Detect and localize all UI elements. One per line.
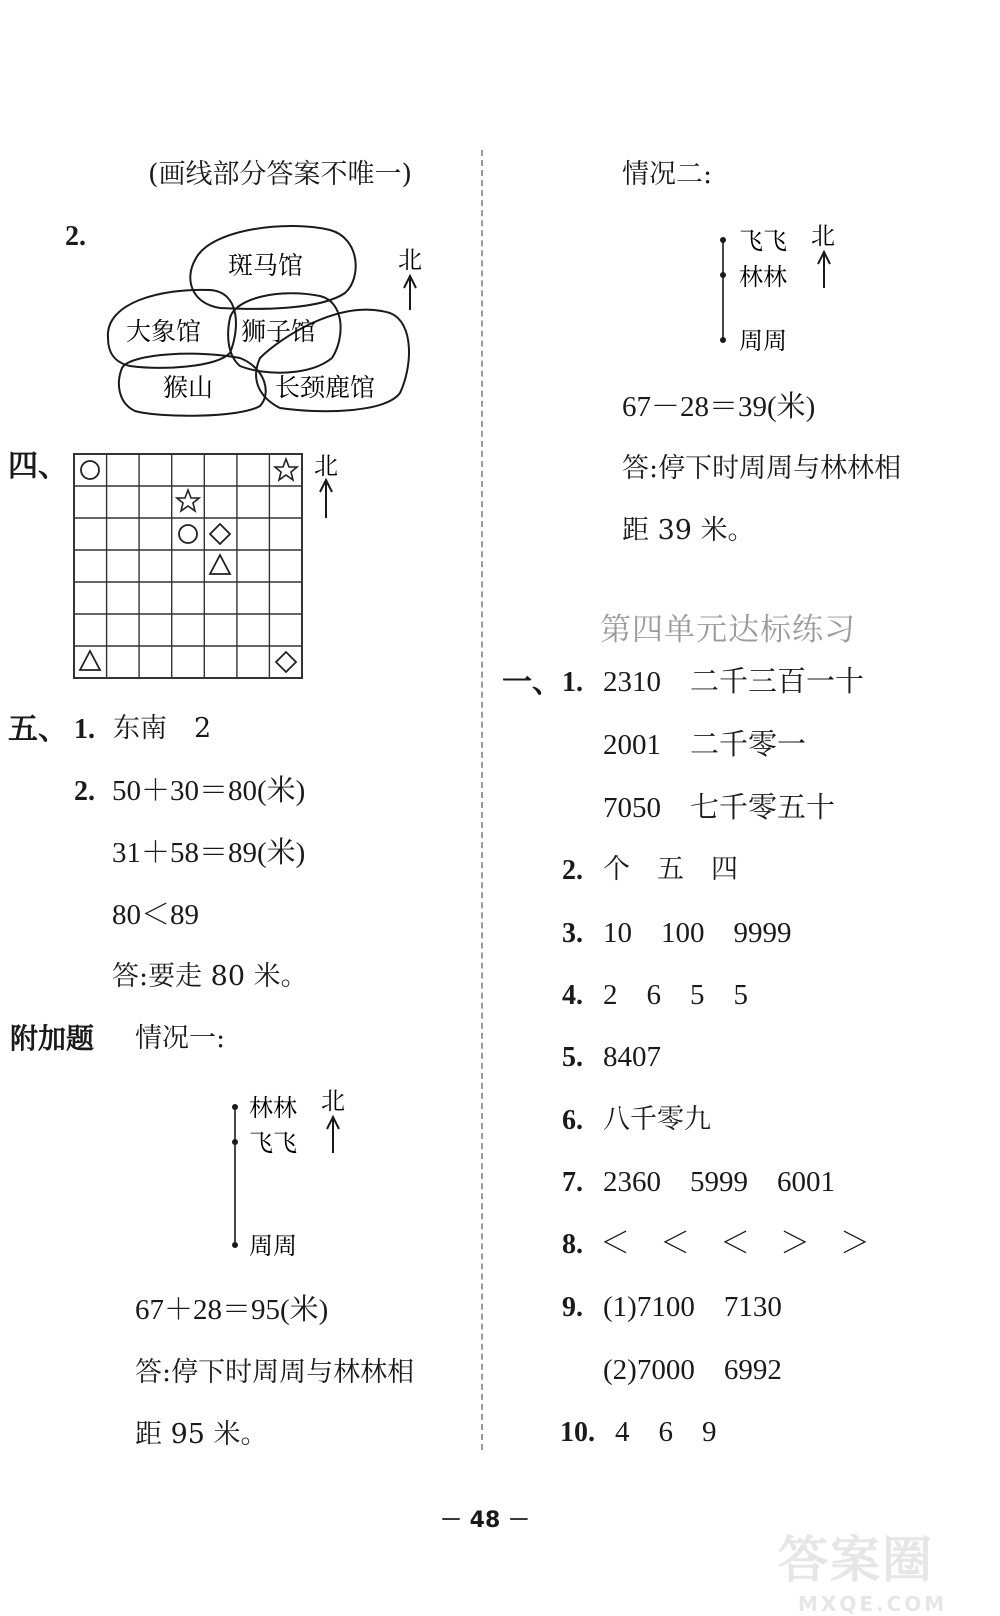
triangle-icon [210,555,230,574]
case-1-equation: 67＋28＝95(米) [135,1294,329,1326]
q1-line-2: 2001 二千零一 [603,729,807,761]
label-giraffe: 长颈鹿馆 [275,373,376,402]
q5-answer: 8407 [603,1041,661,1073]
s5-q2-line-3: 80＜89 [112,899,200,931]
q3-answer: 10 100 9999 [603,917,792,949]
coordinate-grid [70,448,360,686]
extra-question-label: 附加题 [10,1022,95,1055]
case-2-answer-line-1: 答:停下时周周与林林相 [622,453,902,484]
watermark-logo [778,1520,947,1616]
q3-number: 3. [562,918,583,949]
s5-q2-answer: 答:要走 80 米。 [112,961,308,992]
case-2-middle-name: 林林 [739,263,787,291]
star-icon [275,459,297,480]
q5-number: 5. [562,1042,583,1073]
q1-line-3: 7050 七千零五十 [603,792,836,824]
case-1-answer-line-1: 答:停下时周周与林林相 [135,1357,415,1388]
q8-answer: ＜ ＜ ＜ ＞ ＞ [600,1226,870,1261]
label-elephant: 大象馆 [126,317,202,346]
unit-4-title: 第四单元达标练习 [600,612,856,648]
page-number: － 48 － [440,1508,530,1533]
s5-q2-line-2: 31＋58＝89(米) [112,837,306,869]
s5-q2-line-1: 50＋30＝80(米) [112,775,306,807]
zoo-map-diagram [100,218,440,423]
diamond-icon [276,652,296,672]
watermark-main-text: 答案圈 [778,1531,934,1589]
case-1-north-label: 北 [321,1087,345,1115]
case-2-bottom-name: 周周 [739,327,787,355]
section-1-label: 一、 [502,665,562,700]
q10-answer: 4 6 9 [615,1416,717,1448]
q2-answer: 个 五 四 [603,854,738,885]
q6-number: 6. [562,1105,583,1136]
question-2-label: 2. [65,221,86,252]
s5-q1-answer: 东南 2 [113,713,212,744]
q4-answer: 2 6 5 5 [603,979,749,1011]
q7-number: 7. [562,1167,583,1198]
case-2-answer-line-2: 距 39 米。 [622,515,755,546]
case-2-equation: 67－28＝39(米) [622,391,816,423]
watermark-url-text: MXQE.COM [798,1592,948,1616]
column-divider [481,150,483,1450]
case-1-bottom-name: 周周 [249,1232,297,1260]
case-1-label: 情况一: [135,1023,226,1054]
q6-answer: 八千零九 [603,1104,711,1135]
circle-icon [179,525,197,543]
label-zebra: 斑马馆 [228,251,304,280]
case-2-label: 情况二: [622,159,713,190]
case-1-top-name: 林林 [249,1094,297,1122]
note-answer-not-unique: (画线部分答案不唯一) [148,159,413,190]
s5-q1-number: 1. [74,714,95,745]
q4-number: 4. [562,980,583,1011]
q10-number: 10. [560,1417,595,1448]
case-1-answer-line-2: 距 95 米。 [135,1419,268,1450]
grid-north-label: 北 [314,452,338,480]
label-monkey: 猴山 [163,373,214,402]
q8-number: 8. [562,1229,583,1260]
label-lion: 狮子馆 [241,317,317,346]
q9-number: 9. [562,1292,583,1323]
case-1-position-diagram [225,1085,365,1265]
case-2-top-name: 飞飞 [739,227,787,255]
circle-icon [81,461,99,479]
case-2-position-diagram [713,218,853,358]
section-4-label: 四、 [8,449,68,484]
section-5-label: 五、 [8,712,68,747]
q7-answer: 2360 5999 6001 [603,1166,836,1198]
north-label: 北 [398,246,422,274]
s5-q2-number: 2. [74,776,95,807]
case-1-middle-name: 飞飞 [249,1129,297,1157]
star-icon [177,490,199,511]
q1-number: 1. [562,667,583,698]
case-2-north-label: 北 [811,222,835,250]
triangle-icon [80,651,100,670]
q1-line-1: 2310 二千三百一十 [603,666,865,698]
q9-line-2: (2)7000 6992 [603,1354,782,1386]
diamond-icon [210,524,230,544]
q2-number: 2. [562,855,583,886]
q9-line-1: (1)7100 7130 [603,1291,782,1323]
